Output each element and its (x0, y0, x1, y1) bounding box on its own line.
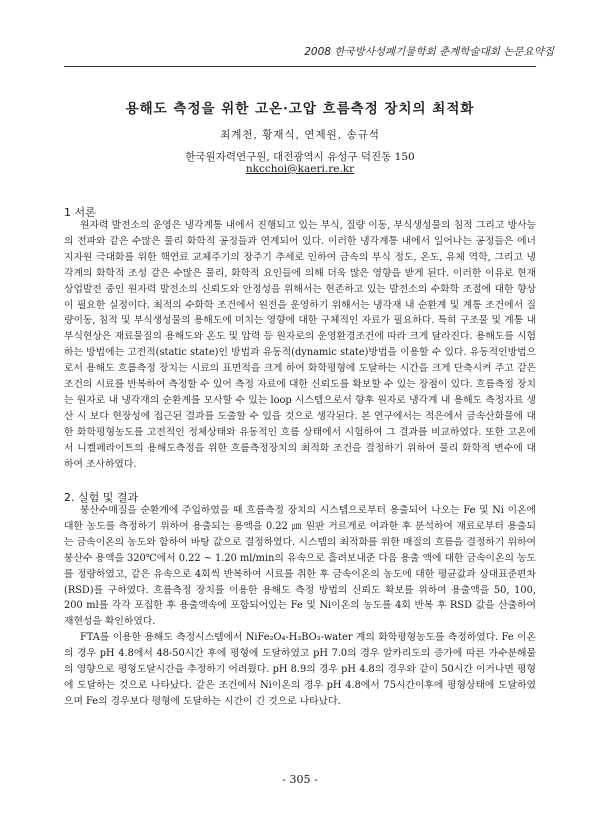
affiliation: 한국원자력연구원, 대전광역시 유성구 덕진동 150 (185, 151, 415, 163)
running-header: 2008 한국방사성폐기물학회 춘계학술대회 논문요약집 (304, 46, 554, 58)
section-1-heading: 1 서론 (64, 206, 96, 219)
page-number: - 305 - (282, 773, 318, 786)
section-2-paragraph-1: 붕산수매질을 순환계에 주입하였을 때 흐름측정 장치의 시스템으로부터 용출되어 나오는 Fe 및 Ni 이온에 대한 농도를 측정하기 위하여 용출되는 용액을 0.22 ㎛ 원판 거르게로 여과한 후 분석하여 재료로부터 용출되는 금속이온의 농도와 함하여 바탕 값으로 결정하였다. 시스템의 최적화를 위한 매질의 흐름을 결정하기 위하여 붕산수 용액을 320℃에서 0.22 ~ 1.20 ml/min의 유속으로 흘려보내준 다음 용출 액에 대한 금속이온의 농도를 정량하였고, 같은 유속으로 4회씩 반복하여 시료를 취한 후 금속이온의 농도에 대한 평균값과 상대표준편차(RSD)를 구하였다. 흐름측정 장치를 이용한 용해도 측정 방법의 신뢰도 확보를 위하여 용출액을 50, 100, 200 ml를 각각 포집한 후 용출액속에 포함되어있는 Fe 및 Ni이온의 농도를 4회 반복 후 RSD 값을 산출하여 재현성을 확인하였다. (64, 505, 536, 628)
author-email-text: nkcchoi@kaeri.re.kr (245, 163, 355, 175)
section-2-heading: 2. 실험 및 결과 (64, 491, 139, 504)
section-1-paragraph: 원자력 발전소의 운영은 냉각계통 내에서 진행되고 있는 부식, 질량 이동, 부식생성물의 침적 그리고 방사능의 전파와 같은 수많은 물리 화학적 공정들과 연계되어 있다. 이러한 냉각계통 내에서 일어나는 공정들은 에너지자원 극대화를 위한 핵연료 교체주기의 장주기 추세로 인하여 금속의 부식 정도, 온도, 유체 역학, 그리고 냉각계의 화학적 조성 같은 수많은 물리, 화학적 요인들에 의해 더욱 많은 영향을 받게 된다. 이러한 이유로 현재 상업발전 중인 원자력 발전소의 신뢰도와 안정성을 위해서는 현존하고 있는 발전소의 수화학 조절에 대한 향상이 필요한 실정이다. 최적의 수화학 조건에서 원전을 운영하기 위해서는 냉각재 내 순환계 및 계통 조건에서 질량이동, 침적 및 부식생성물의 용해도에 미치는 영향에 대한 구체적인 자료가 필요하다. 특히 구조물 및 계통 내 부식현상은 재료물질의 용해도와 온도 및 압력 등 원자로의 운영환경조건에 따라 크게 달라진다. 용해도를 시험하는 방법에는 고전적(static state)인 방법과 유동적(dynamic state)방법을 이용할 수 있다. 유동적인방법으로서 용해도 흐름측정 장치는 시료의 표면적을 크게 하여 화학평형에 도달하는 시간을 크게 단축시켜 주고 같은 조건의 시료를 반복하여 측정할 수 있어 측정 자료에 대한 신뢰도를 확보할 수 있는 장점이 있다. 흐름측정 장치는 원자로 내 냉각재의 순환계를 모사할 수 있는 loop 시스템으로서 향후 원자로 냉각계 내 용해도 측정자료 생산 시 보다 현장성에 접근된 결과를 도출할 수 있을 것으로 생각된다. 본 연구에서는 적은에서 금속산화물에 대한 화학평형농도를 고전적인 정체상태와 유동적인 흐름 상태에서 시험하여 그 결과를 비교하였다. 또한 고온에서 니켈페라이트의 용해도측정을 위한 흐름측정장치의 최적화 조건을 결정하기 위하여 물리 화학적 변수에 대하여 조사하였다. (64, 220, 536, 470)
section-2-paragraph-2: FTA를 이용한 용해도 측정시스템에서 NiFe₂O₄-H₃BO₃-water 계의 화학평형농도를 측정하였다. Fe 이온의 경우 pH 4.8에서 48-50시간 후에 평형에 도달하였고 pH 7.0의 경우 알카리도의 증가에 따른 가수분해물의 영향으로 평형도달시간을 추정하기 어려웠다. pH 8.9의 경우 pH 4.8의 경우와 같이 50시간 이거나면 평형에 도달하는 것으로 나타났다. 같은 조건에서 Ni이온의 경우 pH 4.8에서 75시간이후에 평형상태에 도달하였으며 Fe의 경우보다 평형에 도달하는 시간이 긴 것으로 나타났다. (64, 632, 536, 707)
paper-title: 용해도 측정을 위한 고온·고압 흐름측정 장치의 최적화 (125, 101, 475, 117)
header-rule (64, 66, 536, 67)
author-list: 최계천, 황재식, 연제원, 송규석 (220, 129, 380, 141)
author-email (0, 163, 600, 175)
